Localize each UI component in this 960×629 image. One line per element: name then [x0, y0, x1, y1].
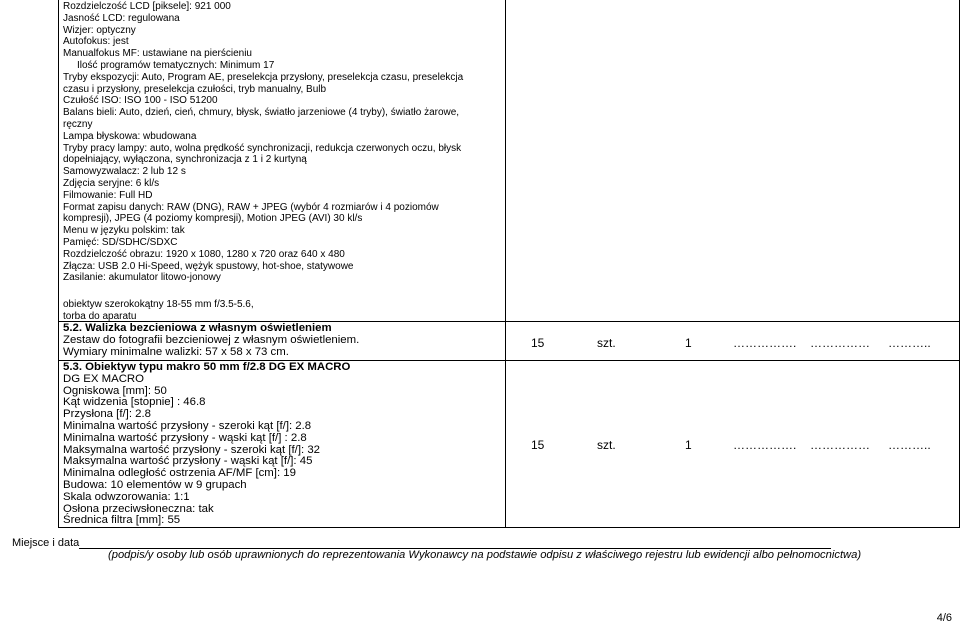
accessories-block	[63, 299, 503, 323]
table-border-col2	[505, 0, 506, 527]
row-53-line: Średnica filtra [mm]: 55	[63, 514, 181, 527]
signature-note: (podpis/y osoby lub osób uprawnionych do reprezentowania Wykonawcy na podstawie odpisu z właściwego rejestru lub ewidencji albo pełnomocnictwa)	[108, 549, 862, 561]
row-53-line: Osłona przeciwsłoneczna: tak	[63, 502, 214, 515]
row-53-quantity: 15	[531, 438, 545, 452]
row-52-line: Zestaw do fotografii bezcieniowej z własnym oświetleniem.	[63, 333, 360, 346]
spec-line: Format zapisu danych: RAW (DNG), RAW + JPEG (wybór 4 rozmiarów i 4 poziomów	[63, 201, 439, 213]
spec-line: czasu i przysłony, preselekcja czułości, tryb manualny, Bulb	[63, 83, 327, 95]
row-52-quantity: 15	[531, 336, 545, 350]
spec-line: Złącza: USB 2.0 Hi-Speed, wężyk spustowy, hot-shoe, statywowe	[63, 260, 354, 272]
spec-line: Autofokus: jest	[63, 36, 129, 48]
row-53-line: Minimalna wartość przysłony - szeroki kąt [f/]: 2.8	[63, 419, 312, 432]
spec-line: dopełniający, wyłączona, synchronizacja z 1 i 2 kurtyną	[63, 154, 307, 166]
spec-line: Pamięć: SD/SDHC/SDXC	[63, 236, 178, 248]
row-53-line: Kąt widzenia [stopnie] : 46.8	[63, 396, 206, 409]
row-53-line: Maksymalna wartość przysłony - wąski kąt [f/]: 45	[63, 455, 313, 468]
row-53-price-blank: …………….	[733, 438, 797, 452]
spec-line: Menu w języku polskim: tak	[63, 225, 185, 237]
camera-spec-block	[63, 1, 503, 284]
row-53-count: 1	[685, 438, 692, 452]
spec-line: Jasność LCD: regulowana	[63, 12, 180, 24]
spec-line: Balans bieli: Auto, dzień, cień, chmury, błysk, światło jarzeniowe (4 tryby), światło żarowe,	[63, 107, 460, 119]
spec-line: ręczny	[63, 118, 93, 130]
spec-line: Ilość programów tematycznych: Minimum 17	[77, 59, 275, 71]
row-52-gross-blank: ………..	[888, 336, 931, 350]
row-53-line: Skala odwzorowania: 1:1	[63, 490, 190, 503]
row-52-unit: szt.	[597, 336, 616, 350]
row-52-line: Wymiary minimalne walizki: 57 x 58 x 73 cm.	[63, 345, 289, 358]
accessory-line: obiektyw szerokokątny 18-55 mm f/3.5-5.6,	[63, 299, 254, 310]
spec-line: Tryby ekspozycji: Auto, Program AE, preselekcja przysłony, preselekcja czasu, preselekcja	[63, 71, 464, 83]
spec-line: Filmowanie: Full HD	[63, 189, 153, 201]
spec-line: Zdjęcia seryjne: 6 kl/s	[63, 177, 160, 189]
row-53-description	[63, 362, 503, 527]
row-52-count: 1	[685, 336, 692, 350]
row-53-line: Maksymalna wartość przysłony - szeroki kąt [f/]: 32	[63, 443, 321, 456]
spec-line: Samowyzwalacz: 2 lub 12 s	[63, 166, 186, 178]
spec-line: Lampa błyskowa: wbudowana	[63, 130, 197, 142]
row-53-line: Ogniskowa [mm]: 50	[63, 384, 167, 397]
row-53-value-blank: ……………	[810, 438, 870, 452]
spec-line: Rozdzielczość LCD [piksele]: 921 000	[63, 1, 231, 12]
row-53-line: Przysłona [f/]: 2.8	[63, 408, 151, 421]
spec-line: Czułość ISO: ISO 100 - ISO 51200	[63, 95, 218, 107]
row-52-description	[63, 323, 503, 358]
row-53-title: 5.3. Obiektyw typu makro 50 mm f/2.8 DG EX MACRO	[63, 361, 351, 373]
spec-line: Rozdzielczość obrazu: 1920 x 1080, 1280 x 720 oraz 640 x 480	[63, 248, 345, 260]
row-52-price-blank: …………….	[733, 336, 797, 350]
row-53-line: Minimalna wartość przysłony - wąski kąt [f/] : 2.8	[63, 431, 307, 444]
row-52-title: 5.2. Walizka bezcieniowa z własnym oświetleniem	[63, 322, 332, 334]
spec-line: Zasilanie: akumulator litowo-jonowy	[63, 272, 221, 284]
spec-line: Tryby pracy lampy: auto, wolna prędkość synchronizacji, redukcja czerwonych oczu, błysk	[63, 142, 462, 154]
row-52-value-blank: ……………	[810, 336, 870, 350]
table-border-left	[58, 0, 59, 527]
page-number: 4/6	[936, 612, 952, 624]
spec-line: kompresji), JPEG (4 poziomy kompresji), Motion JPEG (AVI) 30 kl/s	[63, 213, 363, 225]
spec-line: Wizjer: optyczny	[63, 24, 136, 36]
accessory-line: torba do aparatu	[63, 310, 137, 322]
place-date-label: Miejsce i data	[12, 537, 80, 549]
row-53-line: DG EX MACRO	[63, 372, 145, 385]
spec-line: Manualfokus MF: ustawiane na pierścieniu	[63, 48, 252, 60]
row-53-unit: szt.	[597, 438, 616, 452]
row-53-line: Minimalna odległość ostrzenia AF/MF [cm]: 19	[63, 467, 296, 480]
row-53-gross-blank: ………..	[888, 438, 931, 452]
row-53-line: Budowa: 10 elementów w 9 grupach	[63, 478, 247, 491]
